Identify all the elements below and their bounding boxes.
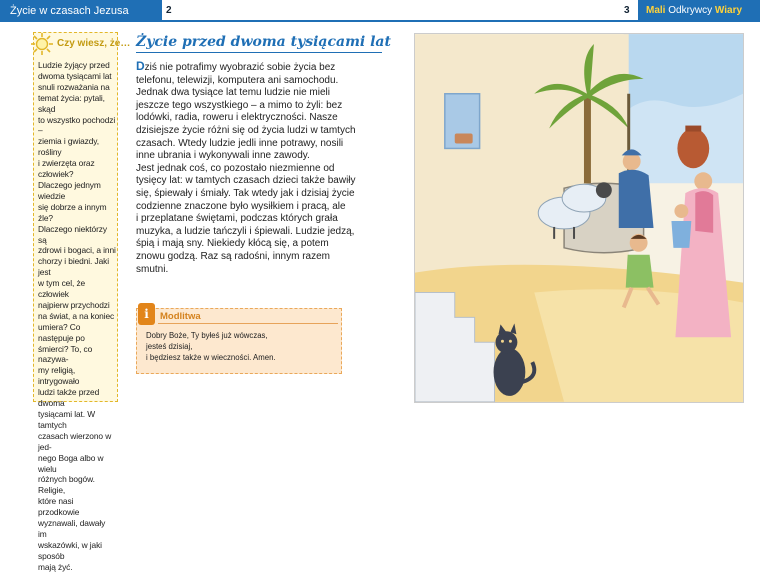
page-title: Życie przed dwoma tysiącami lat: [136, 34, 391, 50]
header-rule-left: [162, 20, 380, 22]
sun-icon: [30, 32, 54, 56]
series-brand: [638, 0, 760, 22]
body-text: ziś nie potrafimy wyobrazić sobie życia bez telefonu, telewizji, komputera ani samochodu. Jednak dwa tysiące lat temu ludzie nie mieli jeszcze tego wszystkiego – a mimo to żyli: bez lodówki, radia, roweru i elektryczności. Nasze dzisiejsze życie różni się od życia ludzi w tamtych czasach. Wtedy ludzie jedli inne potrawy, nosili inne ubrania i wykonywali inne zawody. Jest jednak coś, co pozostało niezmienne od tysięcy lat: w tamtych czasach dzieci także bawiły się, śpiewały i śmiały. Tak wtedy jak i dzisiaj życie codzienne znaczone było wysiłkiem i pracą, ale i przeplatane świętami, podczas których grała muzyka, a ludzie tańczyli i śpiewali. Ludzie jedzą, śpią i mają sny. Niekiedy kłócą się, a potem znowu godzą. Raz są radośni, innym razem smutni.: [136, 62, 356, 275]
did-you-know-text: Ludzie żyjący przed dwoma tysiącami lat snuli rozważania na temat życia: pytali, skąd to wszystko pochodzi – ziemia i gwiazdy, rośliny i zwierzęta oraz człowiek? Dlaczego jednym wiedzie się dobrze a innym źle? Dlaczego niektórzy są zdrowi i bogaci, a inni chorzy i biedni. Jaki jest w tym cel, że człowiek najpierw przychodzi na świat, a na koniec umiera? Co następuje po śmierci? To, co nazywa- my religią, intrygowało ludzi także przed dwoma tysiącami lat. W tamtych czasach wierzono w jed- nego Boga albo w wielu różnych bogów. Religie, które nasi przodkowie wyznawali, dawały im wskazówki, w jaki sposób mają żyć.: [38, 60, 116, 572]
header-rule-right: [380, 20, 638, 22]
did-you-know-title: Czy wiesz, że…: [57, 38, 131, 49]
page-number-left: 2: [166, 5, 172, 16]
prayer-text: Dobry Boże, Ty byłeś już wówczas, jesteś dzisiaj, i będziesz także w wieczności. Amen.: [146, 331, 276, 362]
water-jar: [677, 129, 709, 169]
boy-tunic: [626, 255, 654, 288]
body-paragraph: [136, 60, 380, 276]
village-well-illustration: [414, 33, 744, 403]
prayer-title: Modlitwa: [160, 311, 201, 322]
info-icon: i: [138, 303, 155, 325]
header-section-title: Życie w czasach Jezusa: [0, 0, 162, 22]
dropcap-letter: D: [136, 59, 145, 73]
pot-on-sill: [455, 134, 473, 144]
brand-word-wiary: Wiary: [714, 5, 743, 16]
woman-head: [694, 172, 712, 190]
prayer-title-rule: [158, 323, 338, 324]
brand-word-odkrywcy: Odkrywcy: [665, 5, 715, 16]
palm-trunk: [584, 94, 591, 183]
cat: [494, 348, 526, 396]
title-underline: [136, 52, 382, 53]
page-number-right: 3: [624, 5, 630, 16]
man-robe: [619, 170, 654, 228]
brand-word-mali: Mali: [646, 5, 666, 16]
